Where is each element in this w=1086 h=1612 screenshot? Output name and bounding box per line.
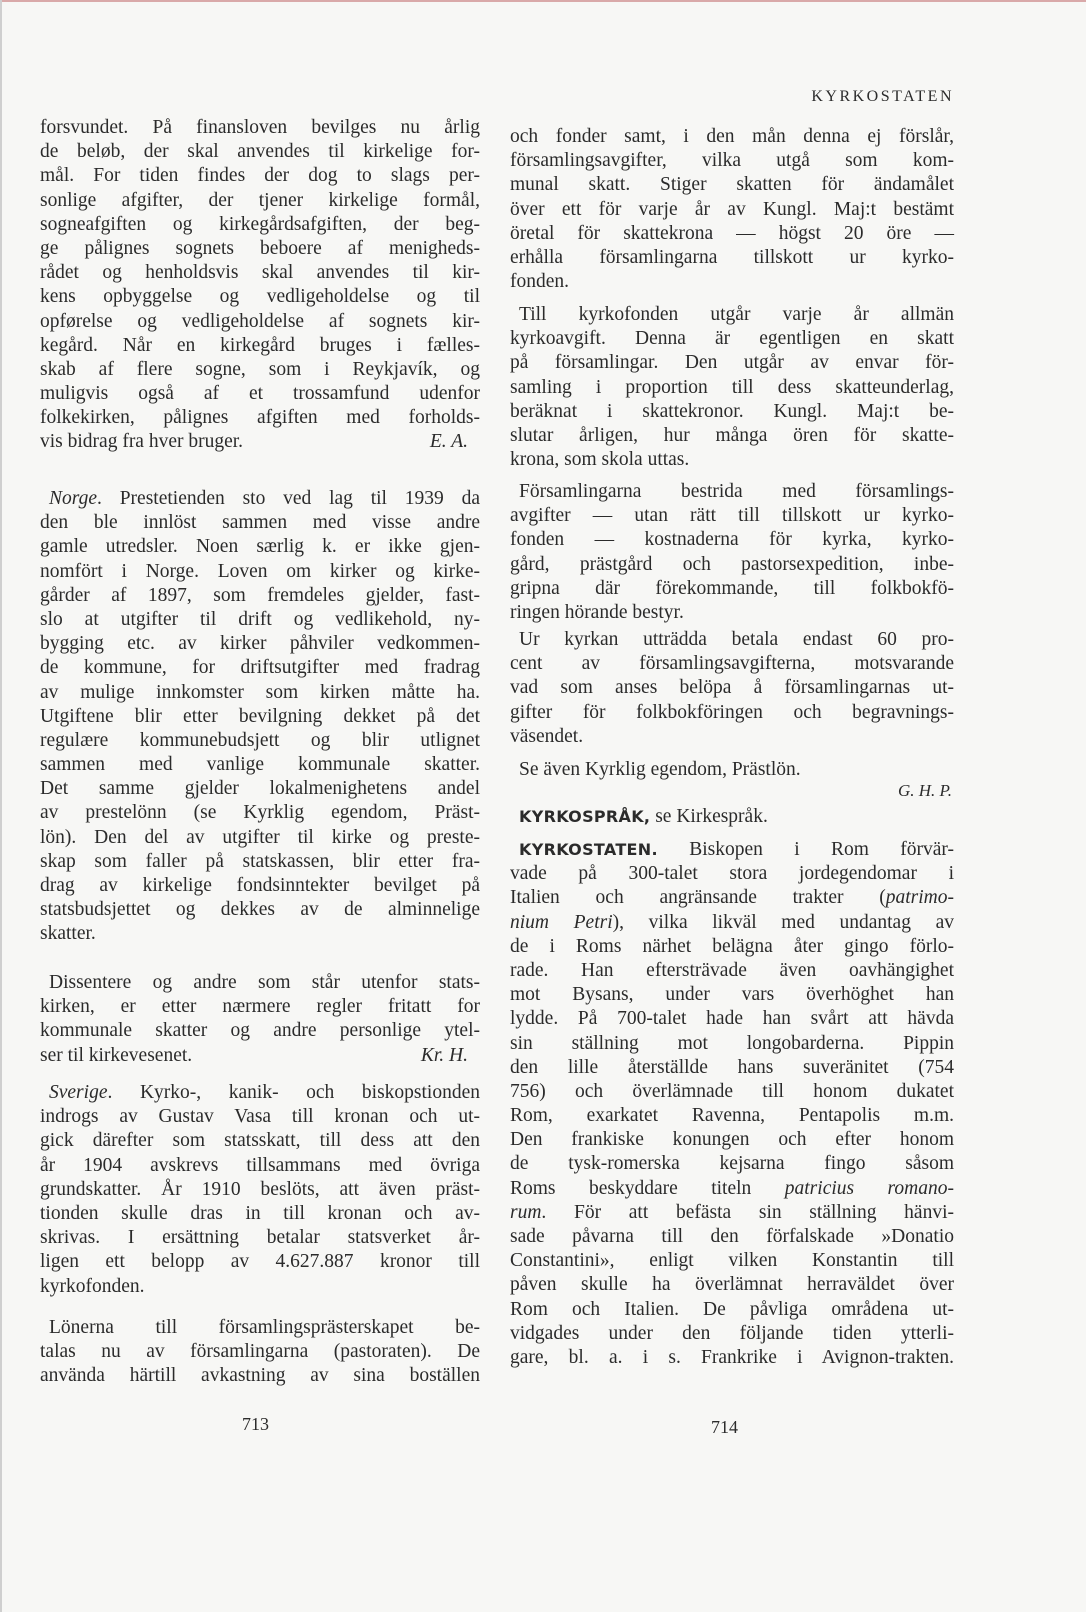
entry-headword: KYRKOSTATEN.	[519, 840, 658, 859]
line-content: kyrkoavgift. Denna är egentligen en skatt	[510, 328, 954, 350]
paragraph	[510, 758, 954, 782]
text-line	[510, 805, 954, 829]
paragraph	[510, 125, 954, 294]
text-line	[510, 935, 954, 959]
text-line	[510, 246, 954, 270]
text-line	[40, 382, 480, 406]
text-line	[40, 406, 480, 430]
text-line	[510, 911, 954, 935]
line-content: gare, bl. a. i s. Frankrike i Avignon-trakten.	[510, 1346, 954, 1368]
author-signature: E. A.	[429, 431, 468, 453]
paragraph	[40, 971, 480, 1068]
text-line	[510, 553, 954, 577]
line-content: slo at utgifter til drift og vedlikehold, ny-	[40, 608, 480, 630]
text-line	[510, 173, 954, 197]
page-edge-top	[0, 0, 1086, 2]
page-edge-left	[0, 0, 2, 1612]
paragraph	[40, 1081, 480, 1299]
text-line	[40, 705, 480, 729]
line-content: år 1904 avskrevs tillsammans med övriga	[40, 1154, 480, 1176]
text-line	[40, 560, 480, 584]
line-content: Constantini», enligt vilken Konstantin till	[510, 1250, 954, 1272]
line-content: statsbudsjettet og dekkes av de alminnelige	[40, 899, 480, 921]
line-content: gripna där förekommande, till folkbokfö-	[510, 577, 954, 599]
author-signature: Kr. H.	[420, 1044, 468, 1066]
text-line	[510, 1201, 954, 1225]
text-line	[510, 701, 954, 725]
text-line	[510, 528, 954, 552]
text-line	[40, 632, 480, 656]
text-line	[40, 334, 480, 358]
line-content: skatter.	[40, 923, 96, 945]
line-content: rådet og henholdsvis skal anvendes til kir-	[40, 262, 480, 284]
text-line	[510, 1225, 954, 1249]
line-content: Se även Kyrklig egendom, Prästlön.	[519, 759, 801, 780]
italic-text: patricius romano-	[784, 1177, 954, 1199]
line-content: mål. For tiden findes der dog to slags per-	[40, 165, 480, 187]
text-line	[40, 898, 480, 922]
line-content: grundskatter. År 1910 beslöts, att även präst-	[40, 1178, 480, 1200]
text-line	[510, 1177, 954, 1201]
paragraph	[40, 116, 480, 455]
line-content: talas nu av församlingarna (pastoraten). De	[40, 1341, 480, 1363]
line-content: gårder af 1897, som fremdeles gjelder, fast-	[40, 584, 480, 606]
line-content: på församlingar. Den utgår av envar för-	[510, 352, 954, 374]
line-content: skrivas. I ersättning betalar statsverket år-	[40, 1227, 480, 1249]
line-content: fonden.	[510, 271, 570, 293]
text-line	[510, 198, 954, 222]
paragraph	[510, 628, 954, 749]
text-line	[510, 1056, 954, 1080]
text-line	[510, 149, 954, 173]
line-content: vad som anses belöpa å församlingarnas ut-	[510, 677, 954, 699]
text-segment: . Prestetienden sto ved lag til 1939 da	[97, 488, 480, 509]
line-content: Rom, exarkatet Ravenna, Pentapolis m.m.	[510, 1105, 954, 1127]
text-line	[510, 1322, 954, 1346]
text-line	[510, 676, 954, 700]
text-line	[510, 376, 954, 400]
italic-text: Norge	[49, 488, 98, 509]
text-line	[510, 303, 954, 327]
text-line	[40, 1044, 480, 1068]
line-content: Den frankiske konungen och efter honom	[510, 1129, 954, 1151]
line-content: tionden skulle dras in till kronan och av-	[40, 1202, 480, 1224]
text-segment: ), vilka likväl med undantag av	[612, 911, 954, 933]
text-line	[510, 424, 954, 448]
text-line	[40, 656, 480, 680]
line-content: församlingsavgifter, vilka utgå som kom-	[510, 150, 954, 172]
text-line	[510, 480, 954, 504]
text-line	[510, 758, 954, 782]
page-number-right: 714	[711, 1417, 738, 1437]
text-line	[40, 310, 480, 334]
text-line	[40, 777, 480, 801]
text-line	[40, 995, 480, 1019]
line-content: vis bidrag fra hver bruger.	[40, 431, 244, 453]
text-line	[40, 1105, 480, 1129]
text-line	[40, 753, 480, 777]
line-content: samling i proportion till dess skatteunderlag,	[510, 376, 954, 398]
paragraph	[510, 480, 954, 625]
line-content: skab af flere sogne, som i Reykjavík, og	[40, 358, 480, 380]
line-content: av mulige innkomster som kirken måtte ha.	[40, 681, 480, 703]
line-content: indrogs av Gustav Vasa till kronan och ut-	[40, 1106, 480, 1128]
italic-text: rum	[510, 1201, 542, 1223]
text-line	[510, 628, 954, 652]
text-line	[510, 1104, 954, 1128]
line-content: fonden — kostnaderna för kyrka, kyrko-	[510, 529, 954, 551]
line-content: avgifter — utan rätt till tillskott ur kyrko-	[510, 505, 954, 527]
line-content: lydde. På 700-talet hade han svårt att hävda	[510, 1008, 954, 1030]
line-content: gård, prästgård och pastorsexpedition, inbe-	[510, 553, 954, 575]
text-line	[40, 1364, 480, 1388]
line-content: väsendet.	[510, 725, 584, 747]
text-line	[40, 681, 480, 705]
line-content: de beløb, der skal anvendes til kirkelige for-	[40, 141, 480, 163]
text-line	[510, 270, 954, 294]
text-line	[510, 1298, 954, 1322]
line-content: öretal för skattekrona — högst 20 öre —	[510, 222, 954, 244]
line-content: gamle utredsler. Noen særlig k. er ikke gjen-	[40, 536, 480, 558]
text-line	[40, 535, 480, 559]
line-content: och fonder samt, i den mån denna ej förslår,	[510, 126, 954, 147]
text-line	[510, 652, 954, 676]
line-content: de tysk-romerska kejsarna fingo såsom	[510, 1153, 954, 1175]
line-content: kyrkofonden.	[40, 1275, 145, 1297]
text-line	[40, 801, 480, 825]
line-content: över ett för varje år av Kungl. Maj:t bestämt	[510, 198, 954, 220]
running-header: KYRKOSTATEN	[811, 88, 954, 105]
line-content: ser til kirkevesenet.	[40, 1044, 193, 1066]
text-line	[40, 511, 480, 535]
text-line	[40, 1154, 480, 1178]
text-line	[40, 1250, 480, 1274]
line-content: använda härtill avkastning av sina boställen	[40, 1365, 480, 1387]
text-segment: Italien och angränsande trakter (	[510, 887, 886, 909]
line-content: gick därefter som statsskatt, till dess att den	[40, 1130, 480, 1152]
line-content: påven skulle ha överlämnat herraväldet över	[510, 1274, 954, 1296]
text-line	[40, 971, 480, 995]
paragraph	[40, 1316, 480, 1389]
text-line	[510, 222, 954, 246]
text-line	[40, 1081, 480, 1105]
text-line	[510, 1128, 954, 1152]
line-content: den ble innlöst sammen med visse andre	[40, 512, 480, 534]
line-content: de i Roms närhet belägna åter gingo förlo-	[510, 935, 954, 957]
text-line	[40, 1316, 480, 1340]
text-line	[510, 1007, 954, 1031]
text-line	[40, 850, 480, 874]
line-content: beräknat i skattekronor. Kungl. Maj:t be-	[510, 400, 954, 422]
text-line	[40, 1019, 480, 1043]
line-content: ge pålignes sognets beboere af menigheds-	[40, 237, 480, 259]
line-content: folkekirken, pålignes afgiften med forholds-	[40, 407, 480, 429]
line-content: Rom och Italien. De påvliga områdena ut-	[510, 1298, 954, 1320]
line-content: Församlingarna bestrida med församlings-	[519, 481, 954, 502]
line-content: Utgiftene blir etter bevilgning dekket på det	[40, 705, 480, 727]
line-content: opførelse og vedligeholdelse af sognets kir-	[40, 310, 480, 332]
line-content: nomfört i Norge. Loven om kirker og kirke-	[40, 560, 480, 582]
line-content: skap som faller på statskassen, blir etter fra-	[40, 850, 480, 872]
page-number-left: 713	[242, 1414, 269, 1434]
line-content: vidgades under den följande tiden ytterli-	[510, 1322, 954, 1344]
text-line	[510, 838, 954, 862]
line-content: kens opbyggelse og vedligeholdelse og til	[40, 286, 480, 308]
signature-g-h-p: G. H. P.	[898, 781, 952, 800]
line-content: den lille återställde hans suveränitet (754	[510, 1056, 954, 1078]
line-content: ringen hörande bestyr.	[510, 601, 684, 623]
line-content: Det samme gjelder lokalmenighetens andel	[40, 778, 480, 800]
paragraph	[510, 805, 954, 829]
text-segment: Roms beskyddare titeln	[510, 1177, 785, 1199]
text-line	[40, 1275, 480, 1299]
line-content: ligen ett belopp av 4.627.887 kronor till	[40, 1251, 480, 1273]
line-content: gifter för folkbokföringen och begravnings-	[510, 701, 954, 723]
text-line	[510, 448, 954, 472]
text-line	[40, 584, 480, 608]
text-line	[40, 1226, 480, 1250]
line-content: Lönerna till församlingsprästerskapet be-	[49, 1317, 480, 1338]
text-line	[510, 959, 954, 983]
text-line	[510, 1273, 954, 1297]
text-line	[510, 601, 954, 625]
line-content: sogneafgiften og kirkegårdsafgiften, der beg-	[40, 213, 480, 235]
text-line	[40, 237, 480, 261]
italic-text: nium Petri	[510, 911, 613, 933]
text-line	[510, 983, 954, 1007]
line-content: drag av kirkelige fondsinntekter bevilget på	[40, 875, 480, 896]
text-line	[40, 1340, 480, 1364]
text-line	[40, 140, 480, 164]
line-content: Till kyrkofonden utgår varje år allmän	[519, 304, 954, 325]
text-line	[510, 725, 954, 749]
text-line	[40, 1129, 480, 1153]
line-content: kegård. Når en kirkegård bruges i fælles-	[40, 334, 480, 356]
line-content: forsvundet. På finansloven bevilges nu årlig	[40, 117, 480, 138]
paragraph	[510, 838, 954, 1370]
italic-text: Sverige	[49, 1082, 108, 1103]
text-line	[510, 1080, 954, 1104]
entry-headword: KYRKOSPRÅK,	[519, 807, 651, 826]
text-line	[510, 1032, 954, 1056]
paragraph	[510, 303, 954, 472]
text-segment: . Kyrko-, kanik- och biskopstionden	[107, 1082, 480, 1103]
text-line	[40, 874, 480, 898]
text-line	[510, 1249, 954, 1273]
line-content: slutar årligen, hur många ören för skatte-	[510, 424, 954, 446]
line-content: sammen med vanlige kommunale skatter.	[40, 754, 480, 776]
text-line	[40, 430, 480, 454]
line-content: av prestelönn (se Kyrklig egendom, Präst-	[40, 802, 480, 824]
line-content: cent av församlingsavgifterna, motsvarande	[510, 653, 954, 675]
line-content: mot Bysans, under vars överhöghet han	[510, 984, 954, 1006]
text-line	[510, 862, 954, 886]
text-line	[40, 213, 480, 237]
text-line	[40, 285, 480, 309]
line-content: Dissentere og andre som står utenfor stats-	[49, 972, 480, 993]
text-line	[510, 400, 954, 424]
text-line	[40, 261, 480, 285]
text-line	[40, 922, 480, 946]
paragraph	[40, 487, 480, 947]
text-line	[510, 886, 954, 910]
text-line	[510, 504, 954, 528]
line-content: kommunale skatter og andre personlige ytel-	[40, 1020, 480, 1042]
line-content: de kommune, for driftsutgifter med fradrag	[40, 657, 480, 679]
line-content: lön). Den del av utgifter til kirke og preste-	[40, 826, 480, 848]
line-content: 756) och överlämnade till honom dukatet	[510, 1080, 954, 1102]
italic-text: patrimo-	[885, 887, 954, 909]
text-line	[40, 826, 480, 850]
line-content: kirken, er etter nærmere regler fritatt for	[40, 996, 480, 1018]
line-content: erhålla församlingarna tillskott ur kyrko-	[510, 246, 954, 268]
text-line	[510, 1346, 954, 1370]
text-line	[40, 729, 480, 753]
line-content: rade. Han eftersträvade även oavhängighet	[510, 959, 954, 981]
text-line	[40, 608, 480, 632]
text-line	[40, 358, 480, 382]
line-content: munal skatt. Stiger skatten för ändamålet	[510, 174, 954, 196]
text-segment: . För att befästa sin ställning hänvi-	[541, 1201, 954, 1223]
text-line	[510, 351, 954, 375]
text-line	[510, 327, 954, 351]
text-line	[40, 189, 480, 213]
text-line	[510, 1152, 954, 1176]
line-content: muligvis også af et trossamfund udenfor	[40, 383, 480, 405]
line-content: Ur kyrkan utträdda betala endast 60 pro-	[519, 629, 954, 650]
line-content: bygging etc. av kirker påhviler vedkommen-	[40, 633, 480, 655]
line-content: sin ställning mot longobarderna. Pippin	[510, 1032, 954, 1054]
text-line	[510, 577, 954, 601]
line-content: krona, som skola uttas.	[510, 449, 690, 471]
text-line	[40, 116, 480, 140]
text-segment: Biskopen i Rom förvär-	[657, 839, 954, 860]
text-line	[40, 1202, 480, 1226]
line-content: regulære kommunebudsjett og blir utlignet	[40, 729, 480, 751]
text-line	[510, 125, 954, 149]
text-line	[40, 1178, 480, 1202]
text-line	[40, 487, 480, 511]
line-content: vade på 300-talet stora jordegendomar i	[510, 863, 954, 885]
line-content: sade påvarna till den förfalskade »Donatio	[510, 1226, 954, 1247]
line-content: sonlige afgifter, der tjener kirkelige formål,	[40, 189, 480, 211]
text-line	[40, 164, 480, 188]
text-segment: se Kirkespråk.	[650, 806, 768, 827]
